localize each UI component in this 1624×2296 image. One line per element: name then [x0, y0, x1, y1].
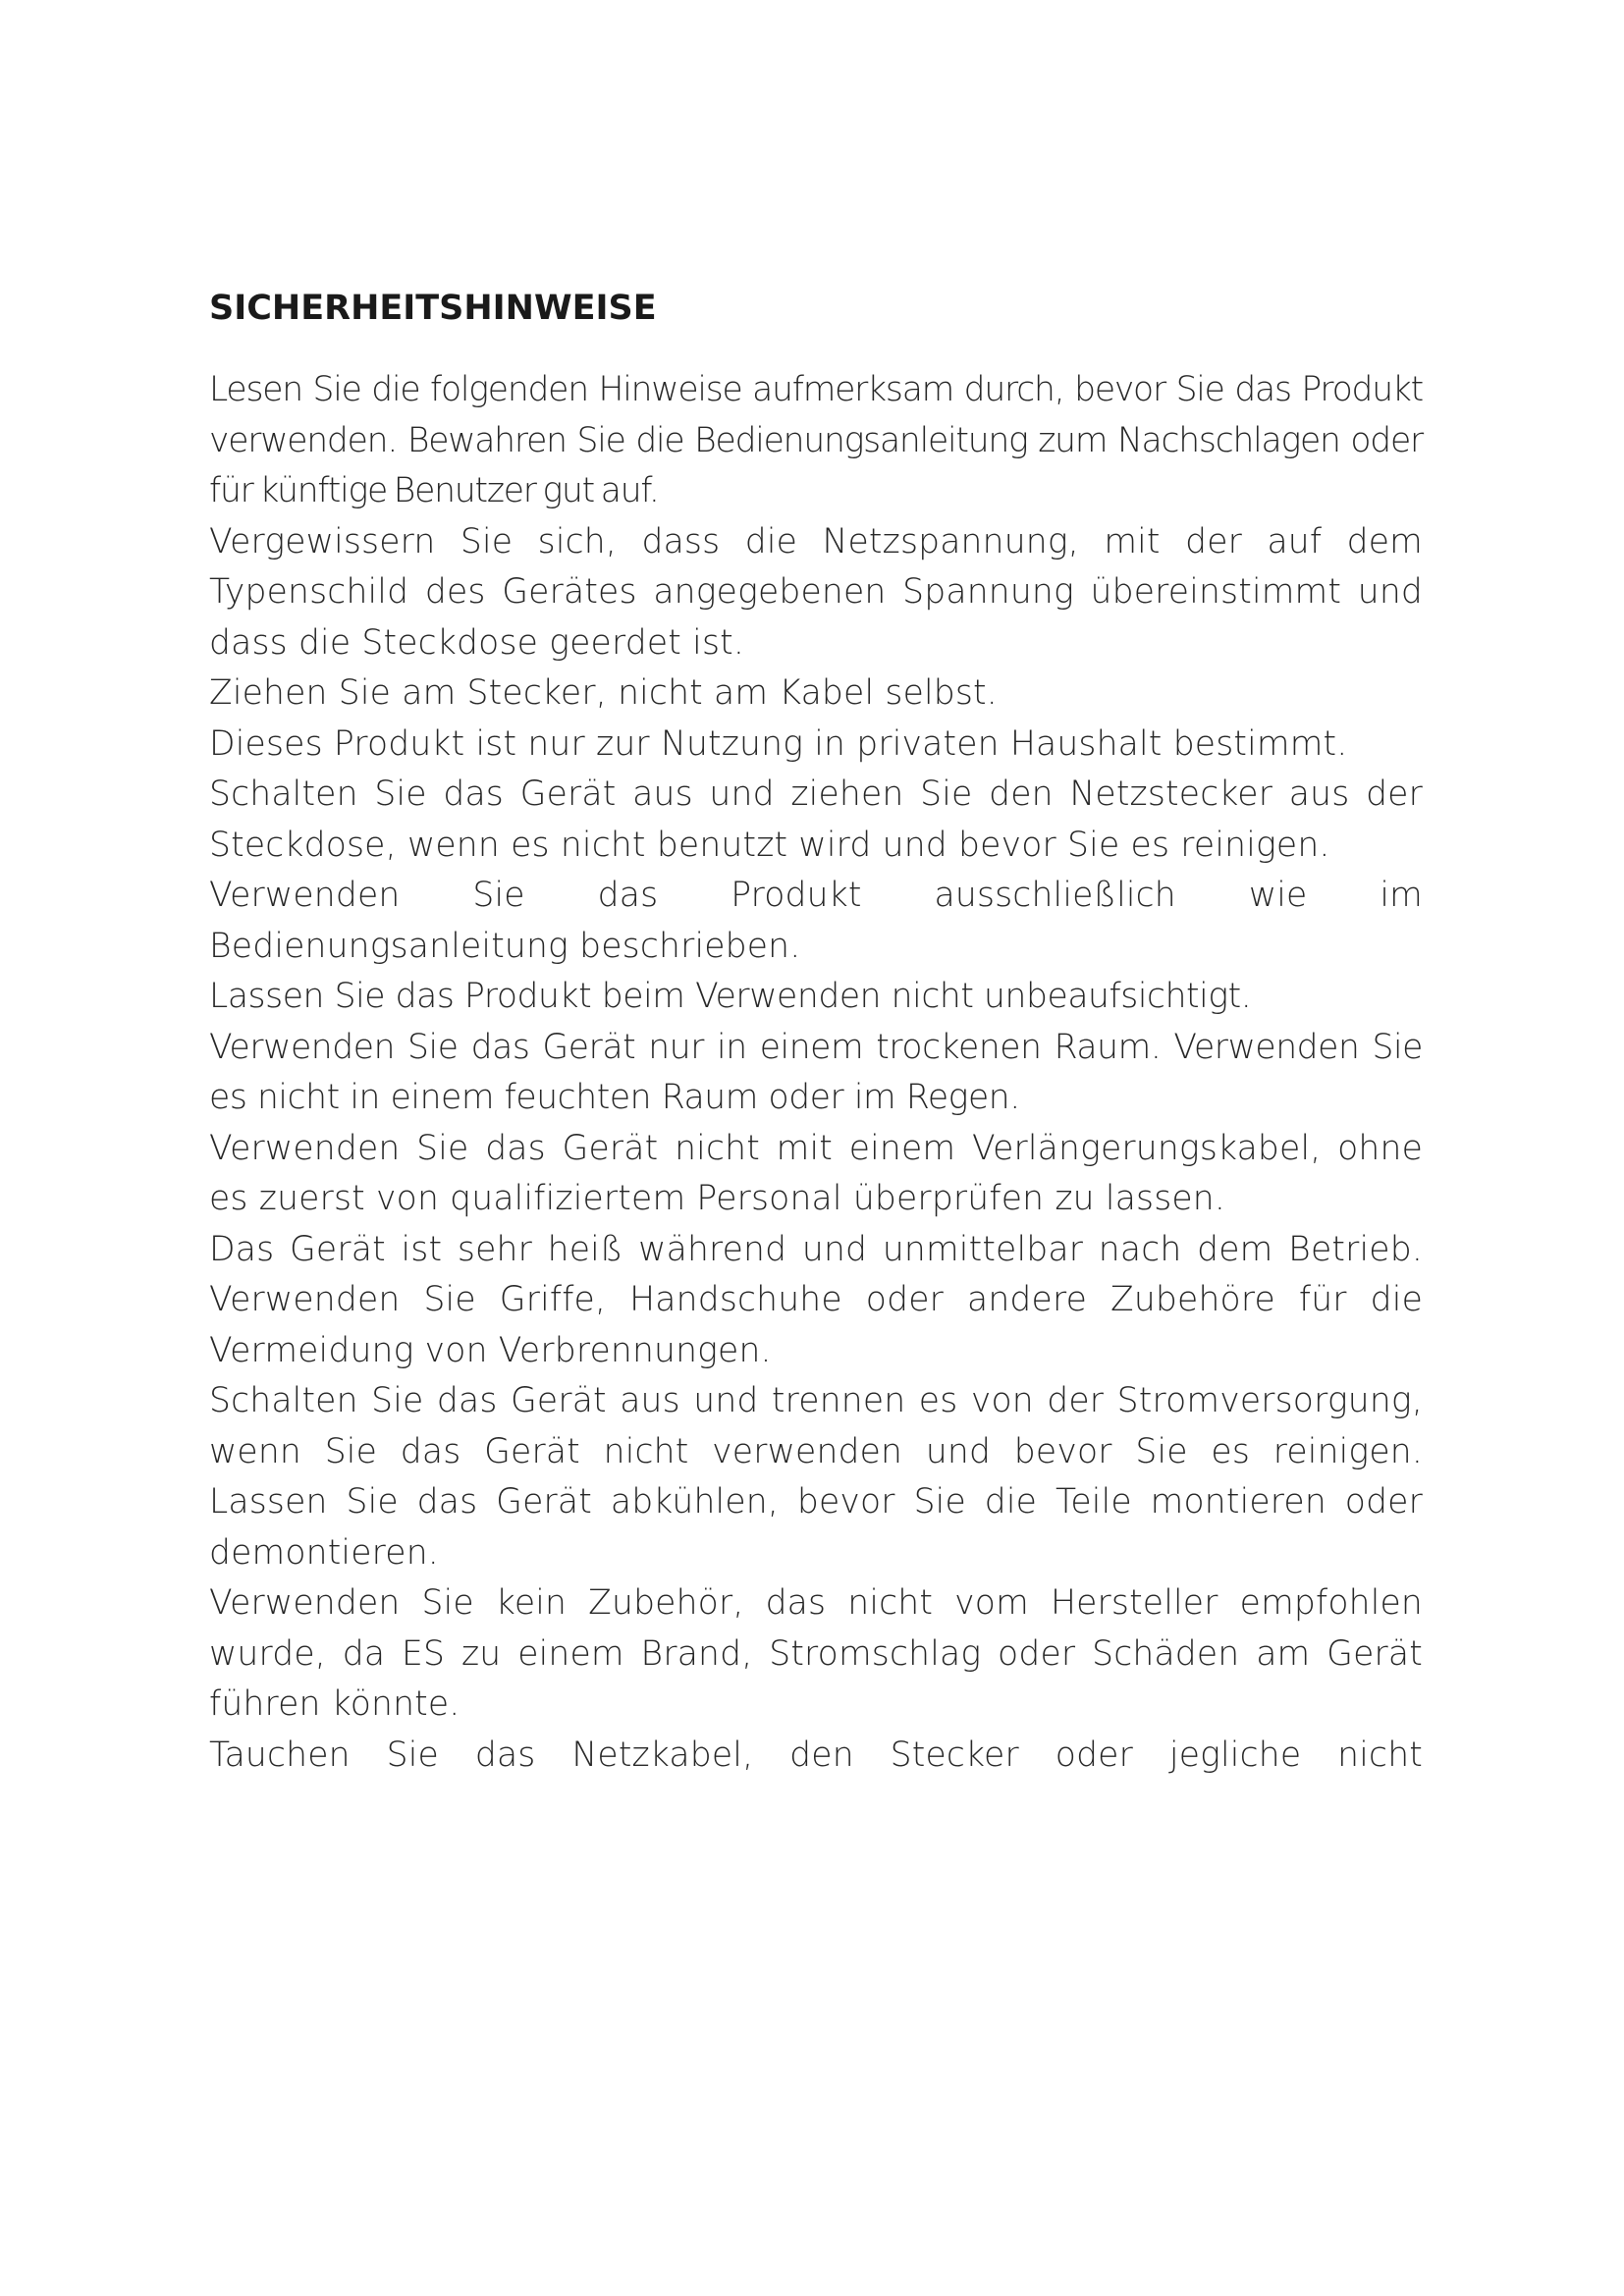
paragraph-switch-off: Schalten Sie das Gerät aus und ziehen Sie den Netzstecker aus der Steckdose, wenn es nicht benutzt wird und bevor Sie es reinigen.	[209, 774, 1423, 865]
paragraph-disconnect-power: Schalten Sie das Gerät aus und trennen es von der Stromversorgung, wenn Sie das Gerät nicht verwenden und bevor Sie es reinigen. Lassen Sie das Gerät abkühlen, bevor Sie die Teile montieren oder demontieren.	[209, 1381, 1423, 1573]
paragraph-hot-surface: Das Gerät ist sehr heiß während und unmittelbar nach dem Betrieb. Verwenden Sie Griffe, Handschuhe oder andere Zubehöre für die Vermeidung von Verbrennungen.	[209, 1229, 1423, 1370]
paragraph-check-voltage: Vergewissern Sie sich, dass die Netzspannung, mit der auf dem Typenschild des Gerätes angegebenen Spannung übereinstimmt und dass die Steckdose geerdet ist.	[209, 521, 1423, 663]
paragraph-dry-room: Verwenden Sie das Gerät nur in einem trockenen Raum. Verwenden Sie es nicht in einem feuchten Raum oder im Regen.	[209, 1027, 1423, 1117]
paragraph-read-instructions: Lesen Sie die folgenden Hinweise aufmerksam durch, bevor Sie das Produkt verwenden. Bewahren Sie die Bedienungsanleitung zum Nachschlagen oder für künftige Benutzer gut auf.	[209, 370, 1423, 510]
paragraph-accessories: Verwenden Sie kein Zubehör, das nicht vom Hersteller empfohlen wurde, da ES zu einem Brand, Stromschlag oder Schäden am Gerät führen könnte.	[209, 1583, 1423, 1724]
document-page	[209, 283, 1423, 1781]
paragraph-pull-plug: Ziehen Sie am Stecker, nicht am Kabel selbst.	[209, 673, 998, 713]
paragraph-unattended: Lassen Sie das Produkt beim Verwenden nicht unbeaufsichtigt.	[209, 977, 1252, 1016]
paragraph-intended-use: Verwenden Sie das Produkt ausschließlich wie im Bedienungsanleitung beschrieben.	[209, 876, 1423, 966]
safety-instructions	[209, 365, 1423, 1781]
page-title: SICHERHEITSHINWEISE	[209, 289, 657, 328]
paragraph-immerse-cable: Tauchen Sie das Netzkabel, den Stecker oder jegliche nicht	[209, 1735, 1423, 1775]
paragraph-extension-cable: Verwenden Sie das Gerät nicht mit einem Verlängerungskabel, ohne es zuerst von qualifiziertem Personal überprüfen zu lassen.	[209, 1128, 1423, 1218]
paragraph-household-use: Dieses Produkt ist nur zur Nutzung in privaten Haushalt bestimmt.	[209, 723, 1348, 764]
